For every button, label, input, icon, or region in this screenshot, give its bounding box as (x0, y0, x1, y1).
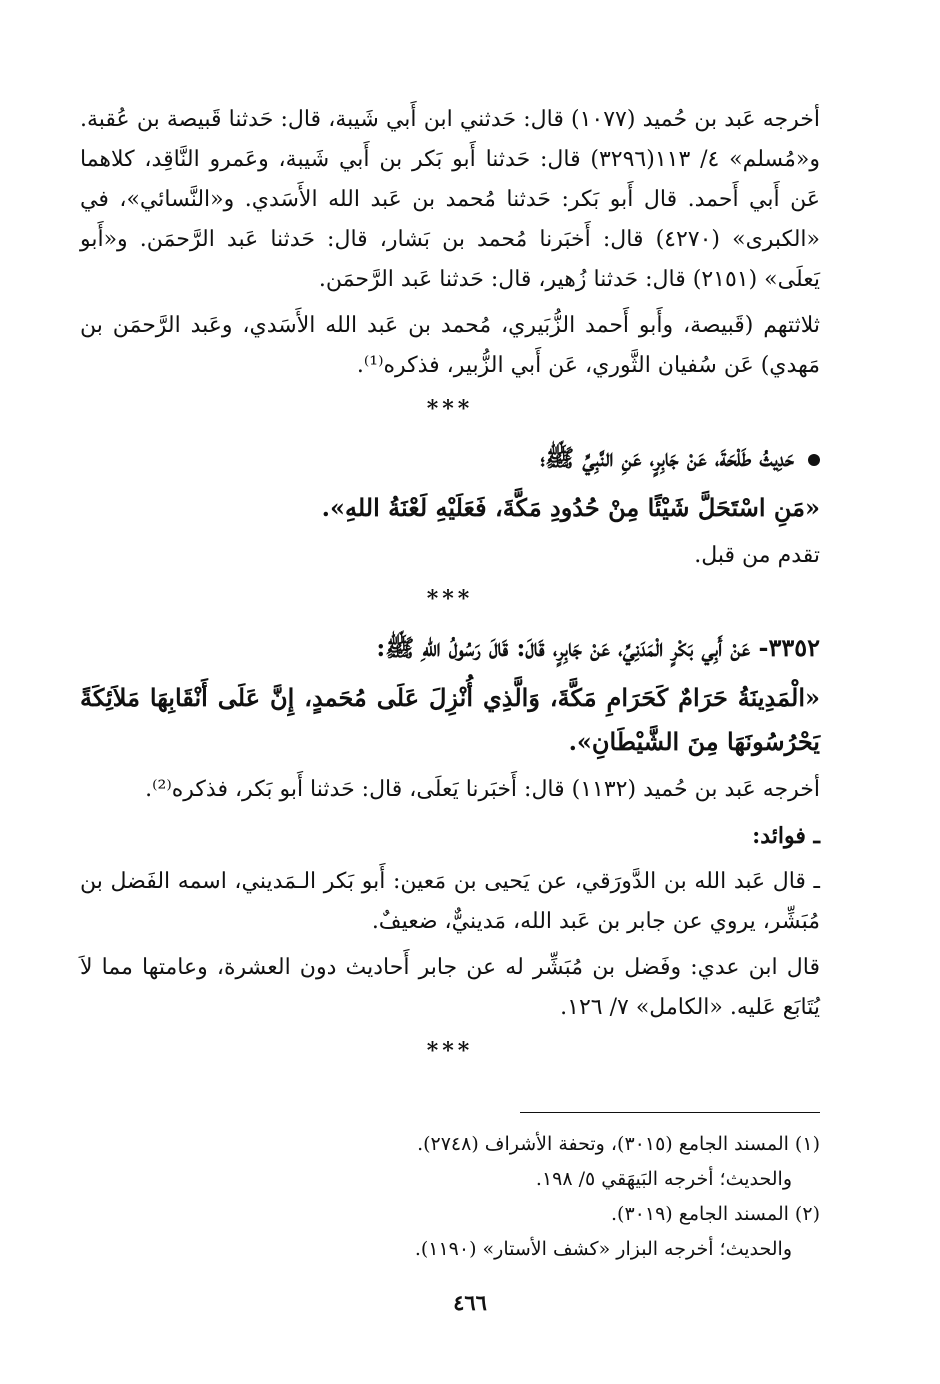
footnote-2-continuation: والحديث؛ أخرجه البزار «كشف الأستار» (١١٩٠). (414, 1238, 792, 1260)
bullet-icon (808, 454, 820, 466)
section-separator: *** (426, 586, 474, 612)
paragraph-takhrij-2: أخرجه عَبد بن حُميد (١١٣٢) قال: أَخبَرنا يَعلَى، قال: حَدثنا أَبو بَكر، فذكره⁽²⁾. (145, 777, 820, 802)
footnote-2: (٢) المسند الجامع (٣٠١٩). (611, 1203, 820, 1225)
section-separator: *** (426, 396, 474, 422)
hadith-talha-text: «مَنِ اسْتَحَلَّ شَيْئًا مِنْ حُدُودِ مَكَّةَ، فَعَلَيْهِ لَعْنَةُ اللهِ». (321, 493, 820, 522)
heading-benefits: ـ فوائد: (752, 823, 820, 849)
paragraph-previously-mentioned: تقدم من قبل. (694, 543, 820, 568)
hadith-3352-intro: ٣٣٥٢- عَنْ أَبِي بَكْرٍ الْمَدَنِيِّ، عَنْ جَابِرٍ، قَالَ: قَالَ رَسُولُ اللهِ ﷺ: (376, 633, 820, 662)
footnote-divider (520, 1112, 820, 1113)
footnotes (80, 1112, 820, 1267)
hadith-talha-intro (80, 436, 820, 480)
hadith-talha-intro-text: حَدِيثُ طَلْحَةَ، عَنْ جَابِرٍ، عَنِ النَّبِيِّ ﷺ؛ (540, 443, 794, 472)
page-number: ٤٦٦ (453, 1290, 487, 1315)
paragraph-ibn-maeen: ـ قال عَبد الله بن الدَّورَقي، عن يَحيى بن مَعين: أَبو بَكر الـمَديني، اسمه الفَضل بن مُبَشِّر، يروي عن جابر بن عَبد الله، مَدينيٌّ، ضعيفٌ. (80, 869, 820, 934)
main-text (80, 100, 820, 1078)
paragraph-takhrij-1: أخرجه عَبد بن حُميد (١٠٧٧) قال: حَدثني ابن أَبي شَيبة، قال: حَدثنا قَبيصة بن عُقبة. و«مُسلم» ٤/ ١١٣(٣٢٩٦) قال: حَدثنا أَبو بَكر بن أَبي شَيبة، وعَمرو النَّاقِد، كلاهما عَن أَبي أَحمد. قال أَبو بَكر: حَدثنا مُحمد بن عَبد الله الأَسَدي. و«النَّسائي»، في «الكبرى» (٤٢٧٠) قال: أَخبَرنا مُحمد بن بَشار، قال: حَدثنا عَبد الرَّحمَن. و«أَبو يَعلَى» (٢١٥١) قال: حَدثنا زُهير، قال: حَدثنا عَبد الرَّحمَن. (80, 107, 821, 292)
footnote-1: (١) المسند الجامع (٣٠١٥)، وتحفة الأشراف (٢٧٤٨). (417, 1133, 820, 1155)
footnote-1-continuation: والحديث؛ أخرجه البَيهَقي ٥/ ١٩٨. (535, 1168, 792, 1190)
section-separator: *** (426, 1038, 474, 1064)
paragraph-chain-summary: ثلاثتهم (قَبيصة، وأَبو أَحمد الزُّبَيري، مُحمد بن عَبد الله الأَسَدي، وعَبد الرَّحمَن بن مَهدي) عَن سُفيان الثَّوري، عَن أَبي الزُّبير، فذكره⁽¹⁾. (80, 313, 820, 378)
hadith-3352-text: «الْمَدِينَةُ حَرَامٌ كَحَرَامِ مَكَّةَ، وَالَّذِي أُنْزِلَ عَلَى مُحَمدٍ، إِنَّ عَلَى أَنْقَابِهَا مَلاَئِكَةً يَحْرُسُونَهَا مِنَ الشَّيْطَانِ». (80, 683, 820, 756)
paragraph-ibn-adi: قال ابن عدي: وفَضل بن مُبَشِّر له عن جابر أَحاديث دون العشرة، وعامتها مما لاَ يُتَابَع عَليه. «الكامل» ٧/ ١٢٦. (80, 955, 820, 1020)
